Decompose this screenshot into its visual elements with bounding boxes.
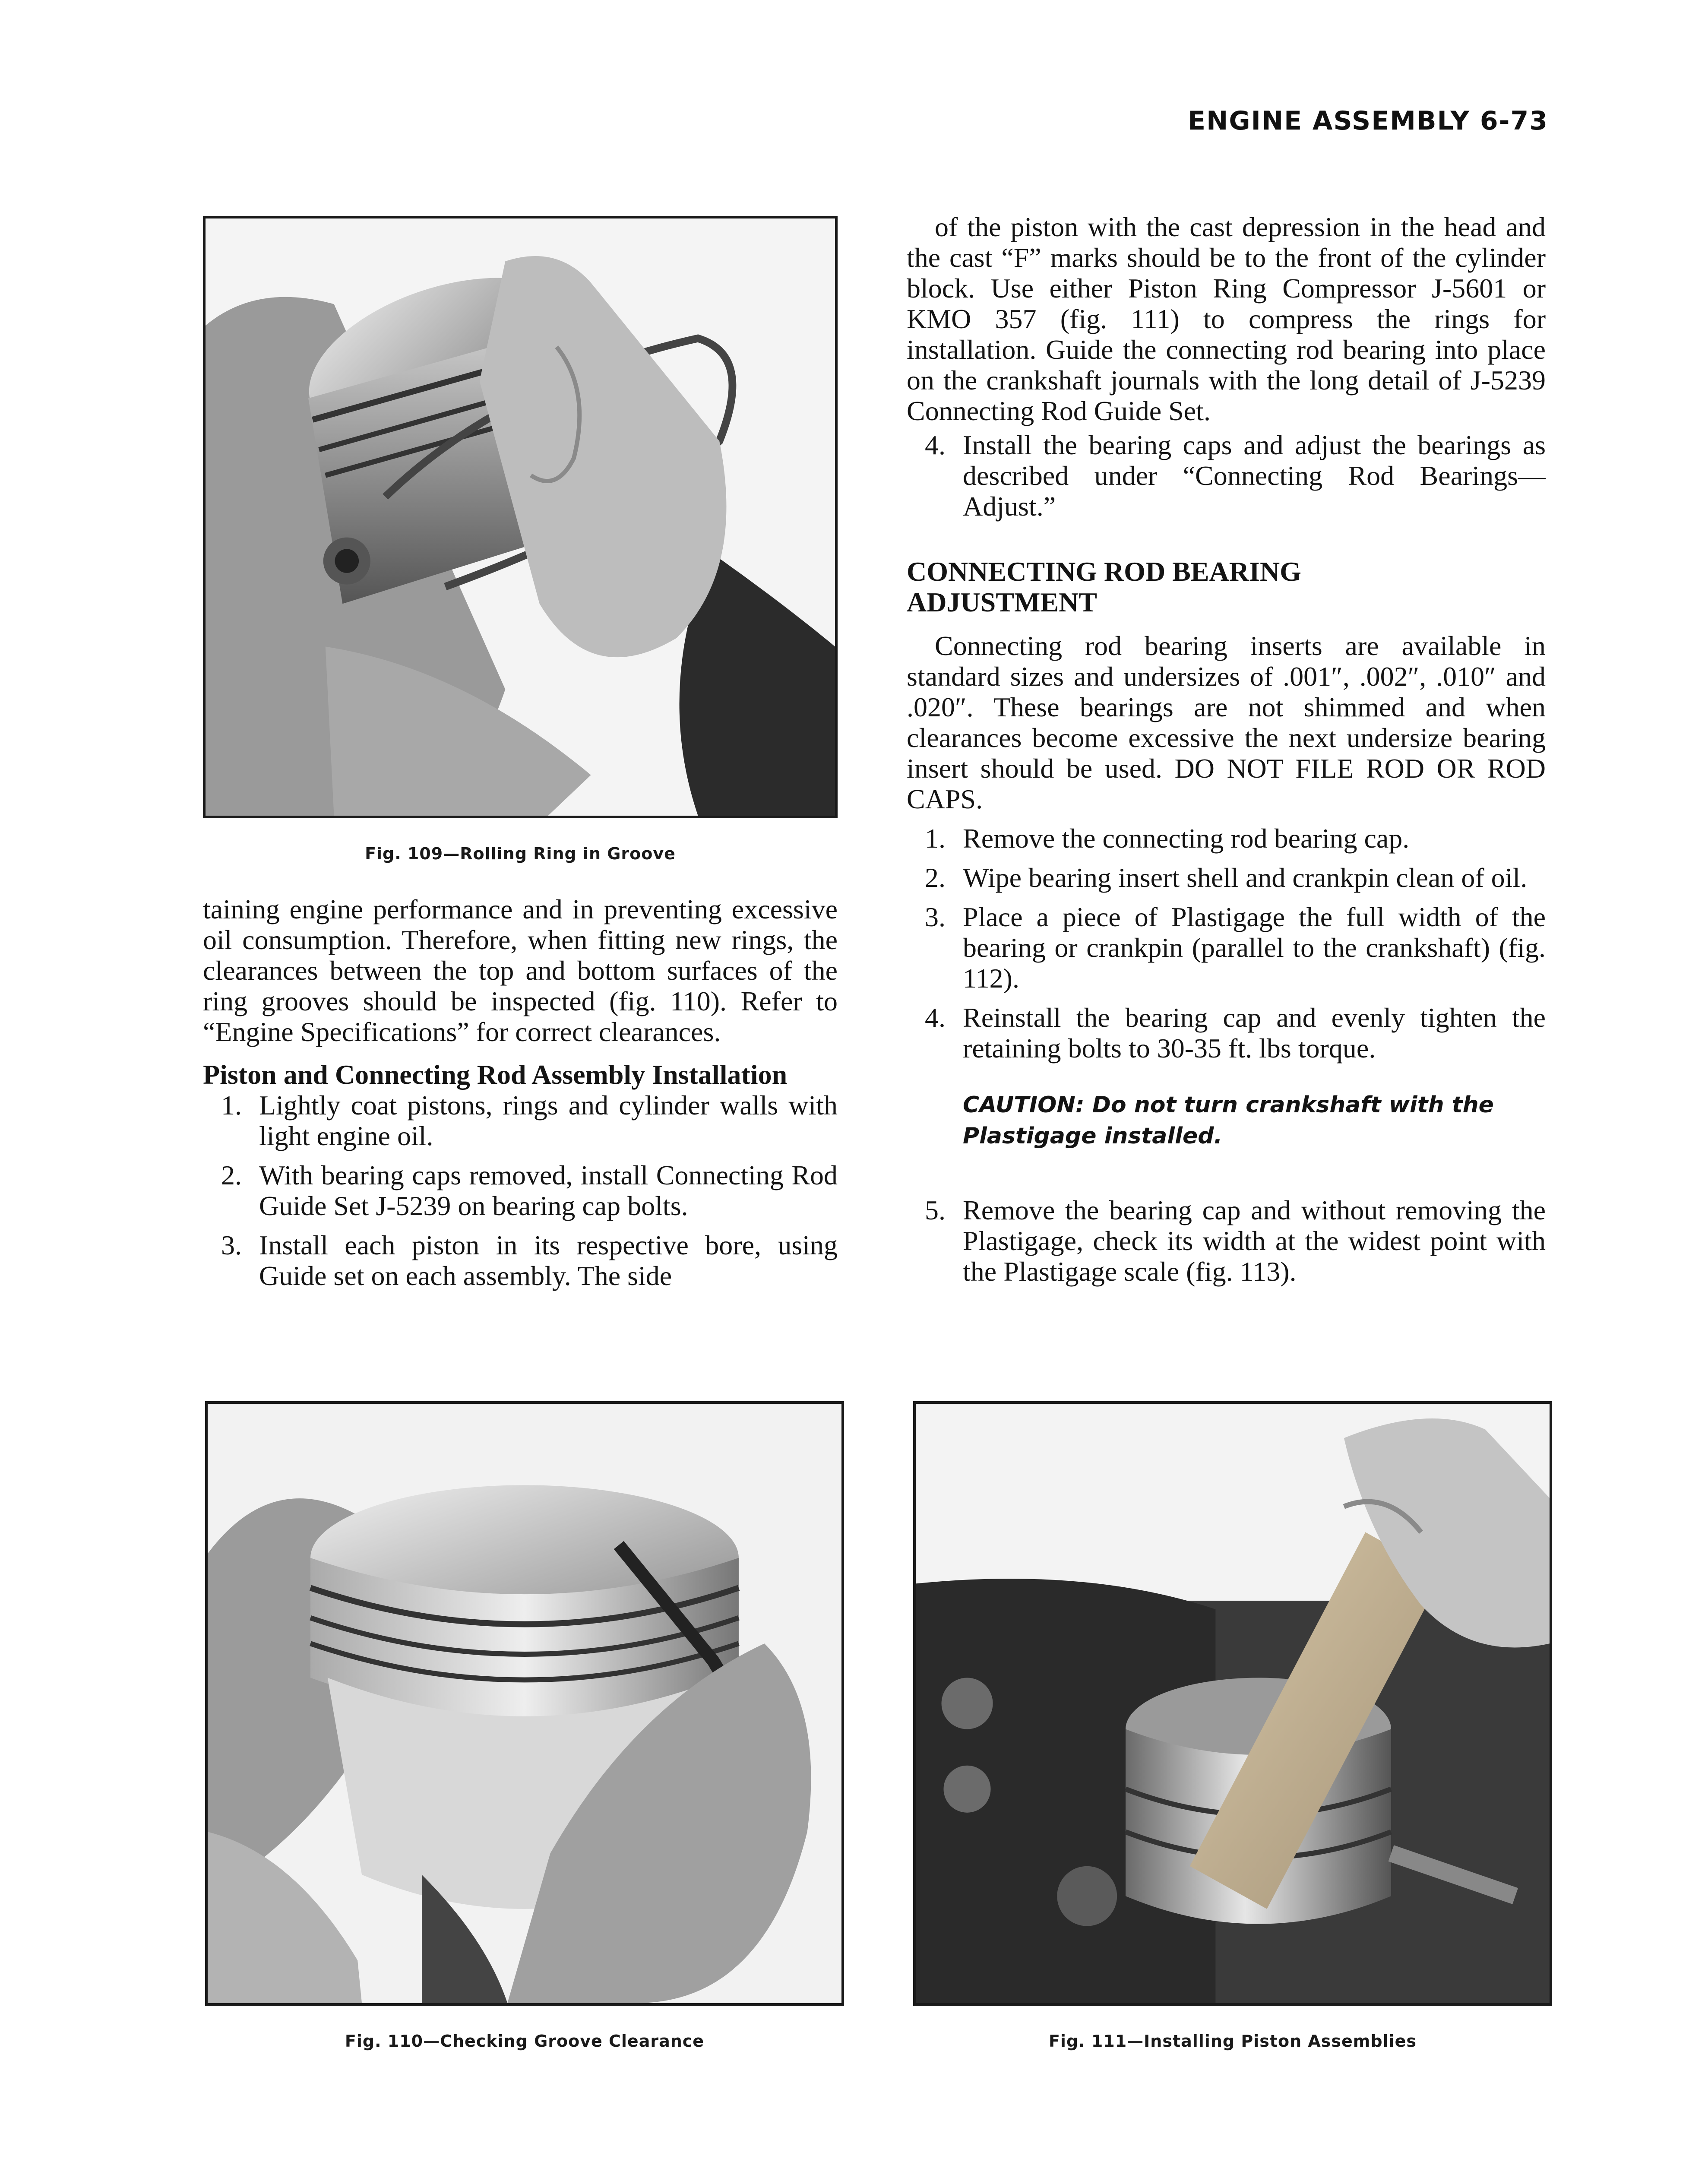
- figure-110-caption: Fig. 110—Checking Groove Clearance: [345, 2032, 705, 2051]
- list-item: 4. Install the bearing caps and adjust the bearings as described under “Connecting Rod Bearings—Adjust.”: [925, 430, 1546, 522]
- piston-installation-steps: [203, 1090, 838, 1291]
- figure-111-photo: [913, 1401, 1552, 2006]
- list-item: 2. With bearing caps removed, install Connecting Rod Guide Set J-5239 on bearing cap bolts.: [221, 1160, 838, 1221]
- bearing-adjustment-step-5: [907, 1195, 1546, 1287]
- list-item: 3. Place a piece of Plastigage the full width of the bearing or crankpin (parallel to the crankshaft) (fig. 112).: [925, 902, 1546, 994]
- figure-109-photo: [203, 216, 838, 818]
- list-item: 4. Reinstall the bearing cap and evenly tighten the retaining bolts to 30-35 ft. lbs torque.: [925, 1002, 1546, 1064]
- list-item: 1. Lightly coat pistons, rings and cylinder walls with light engine oil.: [221, 1090, 838, 1151]
- list-item: 3. Install each piston in its respective bore, using Guide set on each assembly. The side: [221, 1230, 838, 1291]
- figure-109-caption: Fig. 109—Rolling Ring in Groove: [365, 844, 676, 863]
- heading-line-2: ADJUSTMENT: [907, 587, 1097, 617]
- list-item: 1. Remove the connecting rod bearing cap.: [925, 823, 1410, 854]
- piston-ring-photo-icon: [206, 218, 835, 816]
- left-continuation-paragraph: taining engine performance and in preventing excessive oil consumption. Therefore, when fitting new rings, the clearances between the top and bottom surfaces of the ring grooves should be inspected (fig. 110). Refer to “Engine Specifications” for correct clearances.: [203, 894, 838, 1047]
- right-continuation-paragraph: of the piston with the cast depression in the head and the cast “F” marks should be to the front of the cylinder block. Use either Piston Ring Compressor J-5601 or KMO 357 (fig. 111) to compress the rings for installation. Guide the connecting rod bearing into place on the crankshaft journals with the long detail of J-5239 Connecting Rod Guide Set.: [907, 212, 1546, 426]
- caution-note: CAUTION: Do not turn crankshaft with the Plastigage installed.: [963, 1092, 1494, 1149]
- ring-compressor-photo-icon: [916, 1404, 1550, 2003]
- page-header: ENGINE ASSEMBLY 6-73: [1188, 106, 1548, 136]
- piston-feeler-photo-icon: [208, 1404, 841, 2003]
- figure-110-photo: [205, 1401, 844, 2006]
- list-item: 5. Remove the bearing cap and without removing the Plastigage, check its width at the widest point with the Plastigage scale (fig. 113).: [925, 1195, 1546, 1287]
- right-column: [907, 212, 1546, 1295]
- list-item: 2. Wipe bearing insert shell and crankpin clean of oil.: [925, 862, 1528, 893]
- piston-installation-step-4: [907, 430, 1546, 522]
- bearing-adjustment-steps: [907, 823, 1546, 1064]
- section-title-piston-installation: Piston and Connecting Rod Assembly Installation: [203, 1059, 788, 1090]
- heading-line-1: CONNECTING ROD BEARING: [907, 556, 1301, 587]
- bearing-intro-paragraph: Connecting rod bearing inserts are available in standard sizes and undersizes of .001″, .002″, .010″ and .020″. These bearings are not shimmed and when clearances become excessive the next undersize bearing insert should be used. DO NOT FILE ROD OR ROD CAPS.: [907, 630, 1546, 814]
- figure-111-caption: Fig. 111—Installing Piston Assemblies: [1048, 2032, 1417, 2051]
- left-column: [203, 894, 838, 1300]
